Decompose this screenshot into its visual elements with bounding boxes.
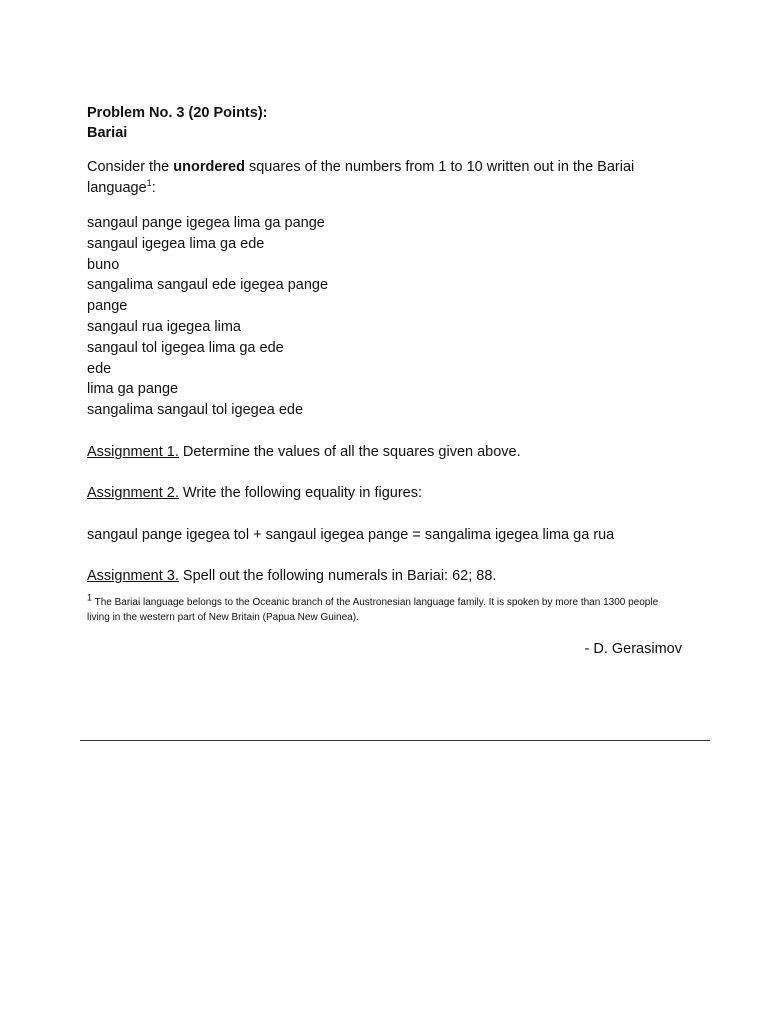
list-item: buno <box>87 256 120 273</box>
assignment-1 <box>87 442 687 462</box>
assignment-2-label: Assignment 2. <box>87 484 179 501</box>
intro-text-middle: squares of the numbers from 1 to 10 written out in the Bariai language <box>87 159 635 196</box>
list-item: lima ga pange <box>87 381 179 398</box>
problem-page <box>87 103 687 673</box>
assignment-3-text: Spell out the following numerals in Bariai: 62; 88. <box>178 567 497 584</box>
list-item: sangalima sangaul ede igegea pange <box>87 277 329 294</box>
footnote-mark: 1 <box>87 592 93 603</box>
list-item: pange <box>87 298 128 315</box>
equality-line: sangaul pange igegea tol + sangaul igegea pange = sangalima igegea lima ga rua <box>87 526 615 543</box>
horizontal-divider <box>80 740 710 741</box>
list-item: sangalima sangaul tol igegea ede <box>87 402 304 419</box>
footnote-text: The Bariai language belongs to the Oceanic branch of the Austronesian language family. It is spoken by more than 1300 people living in the western part of New Britain (Papua New Guinea). <box>87 596 659 623</box>
assignment-3 <box>87 566 687 586</box>
author-signature: - D. Gerasimov <box>584 640 682 657</box>
assignment-2-text: Write the following equality in figures: <box>178 484 423 501</box>
intro-text-end: : <box>151 180 156 196</box>
footnote-reference: 1 <box>146 178 152 189</box>
list-item: sangaul rua igegea lima <box>87 318 241 335</box>
assignment-1-label: Assignment 1. <box>87 443 179 460</box>
footnote <box>87 592 677 625</box>
list-item: ede <box>87 360 112 377</box>
intro-text-start: Consider the <box>87 159 174 175</box>
list-item: sangaul tol igegea lima ga ede <box>87 339 284 356</box>
list-item: sangaul igegea lima ga ede <box>87 235 265 252</box>
intro-emphasis: unordered <box>173 159 245 175</box>
problem-subtitle: Bariai <box>87 125 128 141</box>
numeral-list <box>87 213 687 421</box>
assignment-1-text: Determine the values of all the squares given above. <box>178 443 521 460</box>
list-item: sangaul pange igegea lima ga pange <box>87 215 325 231</box>
assignment-2 <box>87 483 687 503</box>
intro-paragraph <box>87 157 687 199</box>
assignment-3-label: Assignment 3. <box>87 567 179 584</box>
problem-title: Problem No. 3 (20 Points): <box>87 105 268 121</box>
